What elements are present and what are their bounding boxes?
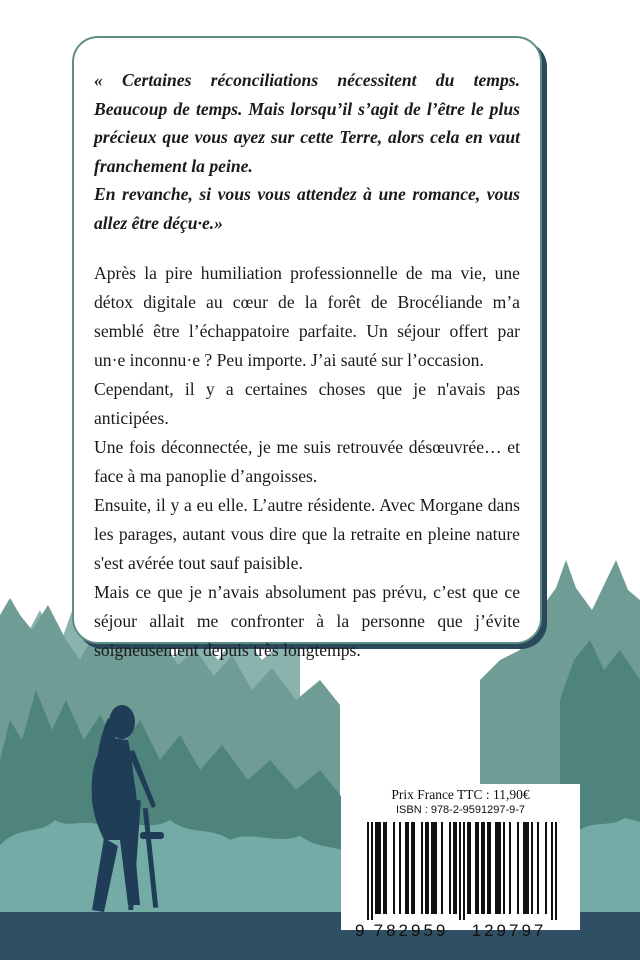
barcode-bar — [483, 822, 485, 914]
barcode-bar — [435, 822, 437, 914]
synopsis-paragraph: Après la pire humiliation professionnelle de ma vie, une détox digitale au cœur de la forêt de Brocéliande m’a semblé être l’échappatoire parfaite. Un séjour offert par un·e inconnu·e ? Peu importe. J’ai sauté sur l’occasion. — [94, 263, 520, 370]
barcode-bar — [545, 822, 547, 914]
barcode-bar — [487, 822, 489, 914]
barcode-bar — [497, 822, 499, 914]
barcode-bar — [441, 822, 443, 914]
barcode-bar — [525, 822, 527, 914]
barcode-bar — [431, 822, 433, 914]
barcode-bar — [399, 822, 401, 914]
barcode-bar — [477, 822, 479, 914]
barcode-bar — [475, 822, 477, 914]
blurb-box — [72, 36, 542, 660]
barcode-bar — [459, 822, 461, 920]
barcode-bar — [379, 822, 381, 914]
barcode-bar — [531, 822, 533, 914]
barcode-bar — [407, 822, 409, 914]
price-label: Prix France TTC : 11,90€ — [391, 787, 530, 802]
barcode-bar — [375, 822, 377, 914]
isbn-barcode — [349, 820, 572, 940]
barcode-bar — [421, 822, 423, 914]
barcode-bar — [383, 822, 385, 914]
barcode-bar — [523, 822, 525, 914]
quote-line: « Certaines réconciliations nécessitent du temps. Beaucoup de temps. Mais lorsqu’il s’agit de l’être le plus précieux que vous ayez sur cette Terre, alors cela en vaut franchement la peine. — [94, 70, 520, 176]
barcode-bar — [517, 822, 519, 914]
barcode-bar — [433, 822, 435, 914]
isbn-label: ISBN : 978-2-9591297-9-7 — [395, 804, 526, 816]
barcode-bar — [453, 822, 455, 914]
barcode-bar — [463, 822, 465, 920]
barcode-bar — [495, 822, 497, 914]
barcode-bar — [551, 822, 553, 920]
barcode-bar — [449, 822, 451, 914]
barcode-digits-left: 782959 — [373, 921, 449, 940]
blurb-quote — [94, 66, 520, 237]
barcode-bar — [455, 822, 457, 914]
synopsis-paragraph: Une fois déconnectée, je me suis retrouvée désœuvrée… et face à ma panoplie d’angoisses. — [94, 437, 520, 486]
barcode-bar — [499, 822, 501, 914]
synopsis-paragraph: Mais ce que je n’avais absolument pas prévu, c’est que ce séjour allait me confronter à la personne que j’évite soigneusement depuis très longtemps. — [94, 582, 520, 660]
barcode-bar — [377, 822, 379, 914]
barcode-bar — [469, 822, 471, 914]
barcode-bar — [537, 822, 539, 914]
barcode-bar — [411, 822, 413, 914]
barcode-bar — [393, 822, 395, 914]
barcode-bar — [555, 822, 557, 920]
barcode-bar — [467, 822, 469, 914]
quote-line: En revanche, si vous vous attendez à une romance, vous allez être déçu·e.» — [94, 184, 520, 233]
barcode-bar — [405, 822, 407, 914]
barcode-bar — [481, 822, 483, 914]
barcode-bar — [489, 822, 491, 914]
barcode-bar — [371, 822, 373, 920]
barcode-bar — [413, 822, 415, 914]
synopsis-paragraph: Cependant, il y a certaines choses que je n'avais pas anticipées. — [94, 379, 520, 428]
barcode-digit-first: 9 — [355, 921, 365, 940]
barcode-bar — [527, 822, 529, 914]
barcode-digits-right: 129797 — [471, 921, 547, 940]
barcode-bar — [509, 822, 511, 914]
blurb-synopsis — [94, 259, 520, 665]
barcode-bar — [367, 822, 369, 920]
synopsis-paragraph: Ensuite, il y a eu elle. L’autre résidente. Avec Morgane dans les parages, autant vous dire que la retraite en pleine nature s'est avérée tout sauf paisible. — [94, 495, 520, 573]
barcode-box — [341, 784, 580, 940]
barcode-bar — [385, 822, 387, 914]
barcode-bar — [427, 822, 429, 914]
barcode-bar — [503, 822, 505, 914]
barcode-bar — [425, 822, 427, 914]
